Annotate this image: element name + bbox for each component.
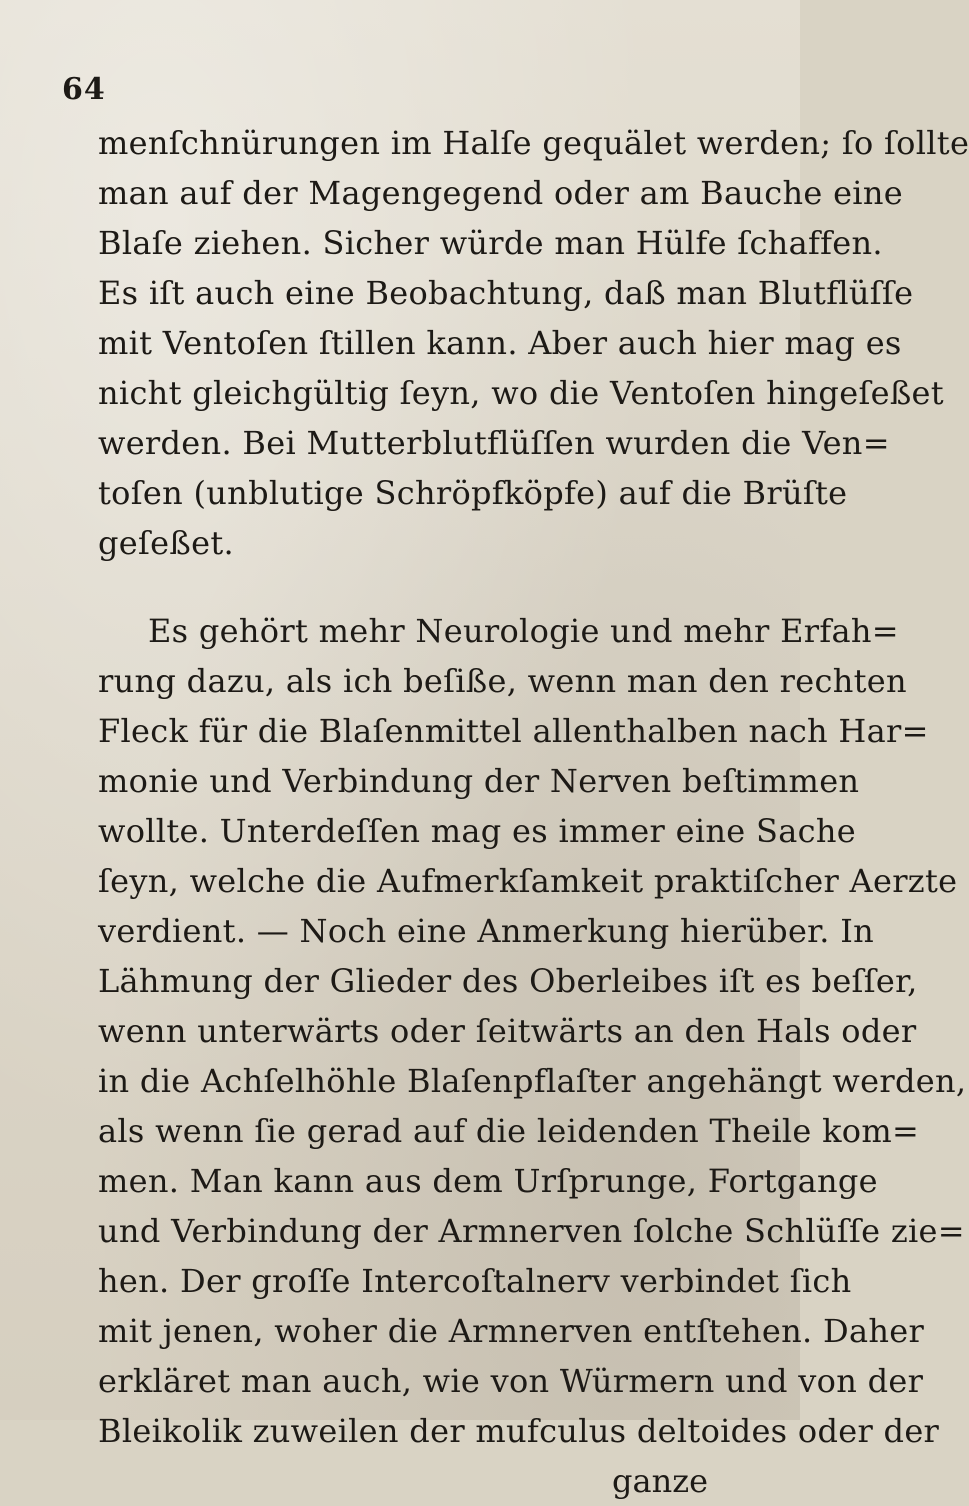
- text-line: Lähmung der Glieder des Oberleibes iſt es beſſer,: [98, 962, 918, 1000]
- text-line: erkläret man auch, wie von Würmern und von der: [98, 1362, 924, 1400]
- text-line: Es iſt auch eine Beobachtung, daß man Blutflüſſe: [98, 274, 914, 312]
- page-number: 64: [62, 72, 106, 107]
- text-line: rung dazu, als ich beſiße, wenn man den rechten: [98, 662, 907, 700]
- text-line: geſeßet.: [98, 524, 234, 562]
- text-line: monie und Verbindung der Nerven beſtimmen: [98, 762, 860, 800]
- text-line: toſen (unblutige Schröpfköpfe) auf die Brüſte: [98, 474, 848, 512]
- text-line: verdient. — Noch eine Anmerkung hierüber. In: [98, 912, 875, 950]
- text-line: Bleikolik zuweilen der mufculus deltoides oder der: [98, 1412, 940, 1450]
- text-line: hen. Der groſſe Intercoſtalnerv verbindet ſich: [98, 1262, 852, 1300]
- text-line: mit Ventoſen ſtillen kann. Aber auch hier mag es: [98, 324, 902, 362]
- text-line: Es gehört mehr Neurologie und mehr Erfah=: [148, 612, 899, 650]
- paragraph-1: [98, 118, 969, 568]
- text-line: werden. Bei Mutterblutflüſſen wurden die Ven=: [98, 424, 890, 462]
- text-line: mit jenen, woher die Armnerven entſtehen. Daher: [98, 1312, 925, 1350]
- text-line: wollte. Unterdeſſen mag es immer eine Sache: [98, 812, 856, 850]
- text-line: man auf der Magengegend oder am Bauche eine: [98, 174, 903, 212]
- text-line: men. Man kann aus dem Urſprunge, Fortgange: [98, 1162, 878, 1200]
- text-line: als wenn ſie gerad auf die leidenden Theile kom=: [98, 1112, 920, 1150]
- text-line: wenn unterwärts oder ſeitwärts an den Hals oder: [98, 1012, 917, 1050]
- text-line: ſeyn, welche die Aufmerkſamkeit praktiſcher Aerzte: [98, 862, 958, 900]
- paragraph-2: [98, 606, 967, 1456]
- text-line: Blaſe ziehen. Sicher würde man Hülfe ſchaffen.: [98, 224, 883, 262]
- text-line: menſchnürungen im Halſe gequälet werden; ſo ſollte: [98, 124, 969, 162]
- paragraph-gap: [98, 568, 778, 606]
- text-line: und Verbindung der Armnerven ſolche Schlüſſe zie=: [98, 1212, 965, 1250]
- text-line: Fleck für die Blaſenmittel allenthalben nach Har=: [98, 712, 929, 750]
- text-line: nicht gleichgültig ſeyn, wo die Ventoſen hingeſeßet: [98, 374, 944, 412]
- catchword: ganze: [612, 1462, 708, 1500]
- text-line: in die Achſelhöhle Blaſenpflaſter angehängt werden,: [98, 1062, 967, 1100]
- text-body: [98, 118, 969, 1506]
